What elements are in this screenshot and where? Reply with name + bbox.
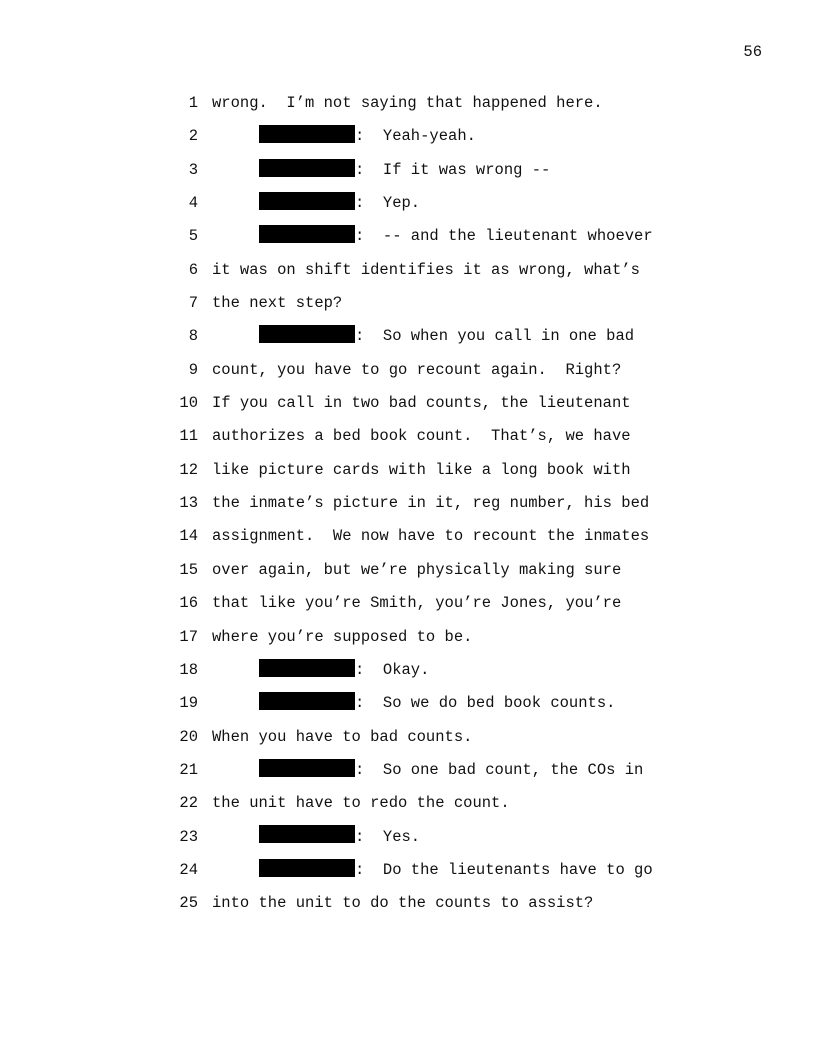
redacted-speaker-name — [259, 159, 355, 177]
line-text: assignment. We now have to recount the inmates — [212, 527, 650, 546]
line-number: 13 — [179, 494, 198, 513]
line-number: 15 — [179, 560, 198, 579]
transcript-line — [0, 587, 816, 620]
transcript-line — [0, 721, 816, 754]
speaker-line — [259, 687, 615, 720]
line-text: like picture cards with like a long book with — [212, 460, 631, 479]
transcript-line — [0, 687, 816, 720]
line-number: 22 — [179, 794, 198, 813]
line-number: 20 — [179, 727, 198, 746]
redacted-speaker-name — [259, 225, 355, 243]
transcript-body — [0, 87, 816, 921]
line-number: 19 — [179, 694, 198, 713]
line-text: over again, but we’re physically making sure — [212, 560, 622, 579]
speaker-line — [259, 654, 429, 687]
line-text: the inmate’s picture in it, reg number, his bed — [212, 494, 650, 513]
speaker-line — [259, 854, 653, 887]
redacted-speaker-name — [259, 659, 355, 677]
line-text: where you’re supposed to be. — [212, 627, 473, 646]
transcript-line — [0, 554, 816, 587]
line-text: : So one bad count, the COs in — [355, 760, 644, 779]
line-text: : If it was wrong -- — [355, 160, 551, 179]
transcript-line — [0, 854, 816, 887]
line-number: 8 — [188, 327, 198, 346]
line-number: 4 — [188, 194, 198, 213]
redacted-speaker-name — [259, 825, 355, 843]
line-number: 3 — [188, 160, 198, 179]
speaker-line — [259, 154, 550, 187]
line-text: When you have to bad counts. — [212, 727, 473, 746]
line-number: 24 — [179, 860, 198, 879]
redacted-speaker-name — [259, 192, 355, 210]
line-number: 18 — [179, 660, 198, 679]
line-number: 5 — [188, 227, 198, 246]
speaker-line — [259, 754, 643, 787]
transcript-line — [0, 654, 816, 687]
line-number: 7 — [188, 294, 198, 313]
transcript-line — [0, 320, 816, 353]
line-text: the unit have to redo the count. — [212, 794, 510, 813]
line-text: into the unit to do the counts to assist? — [212, 894, 594, 913]
line-text: : -- and the lieutenant whoever — [355, 227, 653, 246]
line-text: that like you’re Smith, you’re Jones, you’re — [212, 594, 622, 613]
transcript-line — [0, 887, 816, 920]
transcript-line — [0, 354, 816, 387]
line-text: : So when you call in one bad — [355, 327, 635, 346]
transcript-line — [0, 821, 816, 854]
speaker-line — [259, 187, 420, 220]
transcript-line — [0, 387, 816, 420]
line-text: it was on shift identifies it as wrong, what’s — [212, 260, 640, 279]
line-number: 11 — [179, 427, 198, 446]
line-number: 9 — [188, 360, 198, 379]
line-text: If you call in two bad counts, the lieutenant — [212, 394, 631, 413]
transcript-line — [0, 787, 816, 820]
line-text: : So we do bed book counts. — [355, 694, 616, 713]
speaker-line — [259, 320, 634, 353]
transcript-line — [0, 420, 816, 453]
speaker-line — [259, 821, 420, 854]
transcript-line — [0, 454, 816, 487]
transcript-line — [0, 187, 816, 220]
transcript-line — [0, 154, 816, 187]
page-number: 56 — [743, 43, 762, 61]
redacted-speaker-name — [259, 125, 355, 143]
line-number: 21 — [179, 760, 198, 779]
speaker-line — [259, 220, 653, 253]
line-text: : Yes. — [355, 827, 421, 846]
transcript-line — [0, 754, 816, 787]
redacted-speaker-name — [259, 859, 355, 877]
line-number: 12 — [179, 460, 198, 479]
line-text: wrong. I’m not saying that happened here. — [212, 94, 603, 112]
redacted-speaker-name — [259, 325, 355, 343]
speaker-line — [259, 120, 476, 153]
line-text: : Yeah-yeah. — [355, 127, 476, 146]
line-number: 23 — [179, 827, 198, 846]
transcript-line — [0, 287, 816, 320]
line-text: count, you have to go recount again. Right? — [212, 360, 622, 379]
line-text: : Yep. — [355, 194, 421, 213]
line-text: : Okay. — [355, 660, 430, 679]
line-text: the next step? — [212, 294, 343, 313]
transcript-line — [0, 87, 816, 120]
line-number: 14 — [179, 527, 198, 546]
redacted-speaker-name — [259, 759, 355, 777]
transcript-line — [0, 120, 816, 153]
line-text: authorizes a bed book count. That’s, we have — [212, 427, 631, 446]
transcript-line — [0, 520, 816, 553]
redacted-speaker-name — [259, 692, 355, 710]
line-number: 2 — [188, 127, 198, 146]
line-number: 1 — [188, 94, 198, 112]
line-number: 25 — [179, 894, 198, 913]
line-number: 10 — [179, 394, 198, 413]
line-number: 16 — [179, 594, 198, 613]
transcript-line — [0, 487, 816, 520]
transcript-line — [0, 254, 816, 287]
line-number: 6 — [188, 260, 198, 279]
line-number: 17 — [179, 627, 198, 646]
transcript-line — [0, 220, 816, 253]
line-text: : Do the lieutenants have to go — [355, 860, 653, 879]
transcript-line — [0, 621, 816, 654]
